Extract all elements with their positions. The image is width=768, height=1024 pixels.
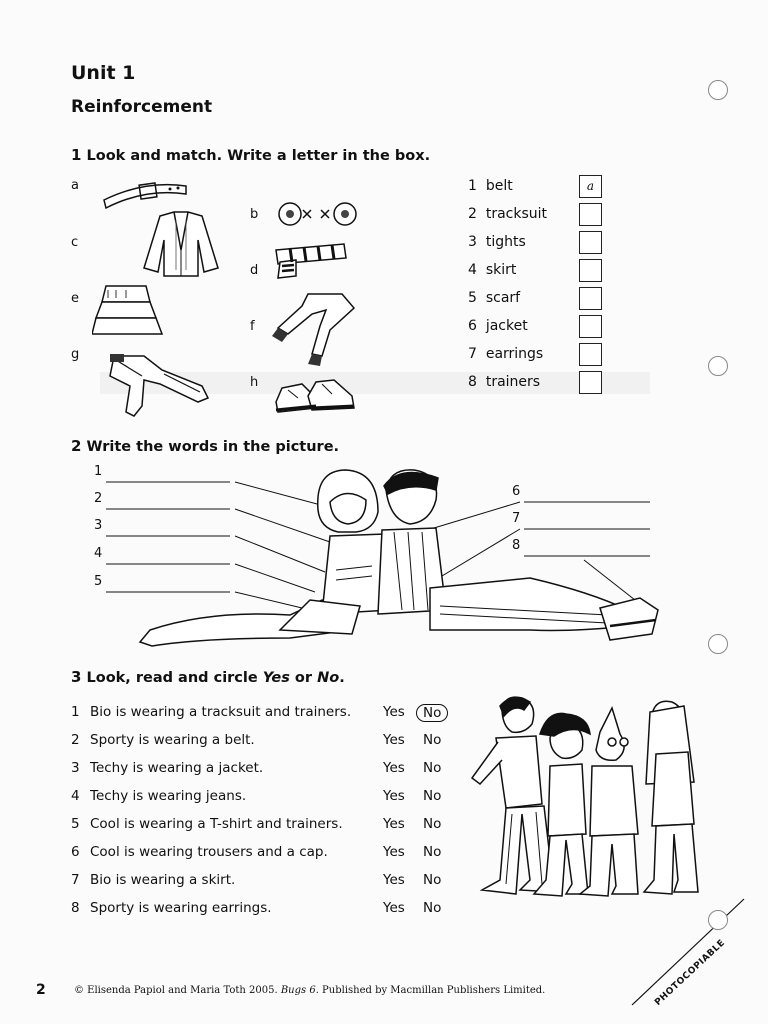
sentence-number: 1 (71, 704, 80, 720)
picture-letter-d: d (250, 263, 259, 278)
binder-hole (708, 634, 728, 654)
bugs-characters-picture (462, 694, 724, 912)
ex1-title (71, 146, 430, 164)
item-word: tracksuit (485, 206, 548, 222)
sentence-text: Sporty is wearing a belt. (90, 732, 255, 748)
photocopiable-stamp: PHOTOCOPIABLE (653, 937, 728, 1008)
sentence-text: Bio is wearing a tracksuit and trainers. (90, 704, 352, 720)
copyright-text: © Elisenda Papiol and Maria Toth 2005. (74, 985, 281, 996)
no-option[interactable]: No (416, 704, 448, 722)
ex3-instruction-start: Look, read and circle (86, 670, 263, 686)
item-number: 2 (468, 206, 477, 222)
item-number: 5 (468, 290, 477, 306)
answer-box-1[interactable]: a (579, 175, 602, 198)
list-item (468, 346, 543, 362)
yes-option[interactable]: Yes (383, 900, 405, 916)
ex1-number: 1 (71, 146, 82, 164)
list-item (468, 178, 513, 194)
sentence-number: 4 (71, 788, 80, 804)
yes-option[interactable]: Yes (383, 704, 405, 720)
sentence-text: Bio is wearing a skirt. (90, 872, 236, 888)
photocopiable-corner-line (628, 895, 748, 1010)
item-number: 1 (468, 178, 477, 194)
ex3-yes-word: Yes (262, 670, 290, 686)
answer-box-8[interactable] (579, 371, 602, 394)
answer-box-4[interactable] (579, 259, 602, 282)
label-number-3: 3 (94, 518, 103, 533)
picture-letter-a: a (71, 178, 79, 193)
ex3-no-word: No (317, 670, 340, 686)
yes-option[interactable]: Yes (383, 760, 405, 776)
yes-option[interactable]: Yes (383, 844, 405, 860)
copyright-line (74, 985, 545, 996)
item-word: belt (485, 178, 513, 194)
section-subtitle: Reinforcement (71, 97, 213, 117)
label-number-7: 7 (512, 511, 521, 526)
sentence-text: Cool is wearing a T-shirt and trainers. (90, 816, 343, 832)
label-number-5: 5 (94, 574, 103, 589)
yes-option[interactable]: Yes (383, 732, 405, 748)
label-number-4: 4 (94, 546, 103, 561)
label-number-8: 8 (512, 538, 521, 553)
sentence-text: Sporty is wearing earrings. (90, 900, 272, 916)
ex3-number: 3 (71, 668, 82, 686)
picture-letter-c: c (71, 235, 79, 250)
answer-box-5[interactable] (579, 287, 602, 310)
yes-option[interactable]: Yes (383, 816, 405, 832)
unit-title: Unit 1 (71, 62, 136, 84)
picture-letter-b: b (250, 207, 259, 222)
picture-letter-g: g (71, 347, 80, 362)
list-item (468, 290, 520, 306)
ex3-title (71, 668, 345, 686)
sentence-number: 8 (71, 900, 80, 916)
item-number: 7 (468, 346, 477, 362)
sentence-number: 3 (71, 760, 80, 776)
ex2-instruction: Write the words in the picture. (86, 439, 340, 455)
no-option[interactable]: No (423, 788, 442, 804)
item-word: earrings (485, 346, 544, 362)
kids-picture (90, 460, 670, 655)
no-option[interactable]: No (423, 872, 442, 888)
no-option[interactable]: No (423, 844, 442, 860)
list-item (468, 318, 528, 334)
sentence-number: 6 (71, 844, 80, 860)
sentence-number: 5 (71, 816, 80, 832)
answer-box-3[interactable] (579, 231, 602, 254)
label-number-1: 1 (94, 464, 103, 479)
yes-option[interactable]: Yes (383, 788, 405, 804)
sentence-text: Cool is wearing trousers and a cap. (90, 844, 328, 860)
item-number: 4 (468, 262, 477, 278)
picture-letter-e: e (71, 291, 79, 306)
list-item (468, 206, 547, 222)
item-word: trainers (485, 374, 541, 390)
item-word: tights (485, 234, 526, 250)
label-number-2: 2 (94, 491, 103, 506)
item-word: jacket (485, 318, 528, 334)
no-option[interactable]: No (423, 816, 442, 832)
ex1-instruction: Look and match. Write a letter in the box. (86, 148, 431, 164)
no-option[interactable]: No (423, 900, 442, 916)
no-option[interactable]: No (423, 760, 442, 776)
list-item (468, 262, 516, 278)
scarf-icon (270, 240, 350, 282)
book-title: Bugs 6 (280, 985, 316, 996)
item-word: skirt (485, 262, 517, 278)
answer-box-7[interactable] (579, 343, 602, 366)
ex3-or-word: or (289, 670, 318, 686)
ex3-instruction-end: . (339, 670, 345, 686)
sentence-text: Techy is wearing jeans. (90, 788, 247, 804)
no-option[interactable]: No (423, 732, 442, 748)
sentence-text: Techy is wearing a jacket. (90, 760, 264, 776)
item-word: scarf (485, 290, 521, 306)
page-number: 2 (36, 982, 46, 998)
item-number: 3 (468, 234, 477, 250)
ex2-title (71, 437, 339, 455)
ex2-number: 2 (71, 437, 82, 455)
jacket-icon (140, 210, 222, 280)
picture-letter-h: h (250, 375, 259, 390)
sentence-number: 2 (71, 732, 80, 748)
earrings-icon (275, 196, 360, 232)
trainers-icon (272, 374, 358, 418)
sentence-number: 7 (71, 872, 80, 888)
yes-option[interactable]: Yes (383, 872, 405, 888)
tracksuit-icon (104, 350, 212, 420)
picture-letter-f: f (250, 319, 255, 334)
list-item (468, 374, 540, 390)
tights-icon (268, 290, 358, 370)
binder-hole (708, 356, 728, 376)
label-number-6: 6 (512, 484, 521, 499)
answer-box-6[interactable] (579, 315, 602, 338)
publisher-text: . Published by Macmillan Publishers Limited. (315, 985, 546, 996)
binder-hole (708, 80, 728, 100)
item-number: 8 (468, 374, 477, 390)
list-item (468, 234, 526, 250)
skirt-icon (92, 280, 166, 340)
answer-box-2[interactable] (579, 203, 602, 226)
binder-hole (708, 910, 728, 930)
item-number: 6 (468, 318, 477, 334)
